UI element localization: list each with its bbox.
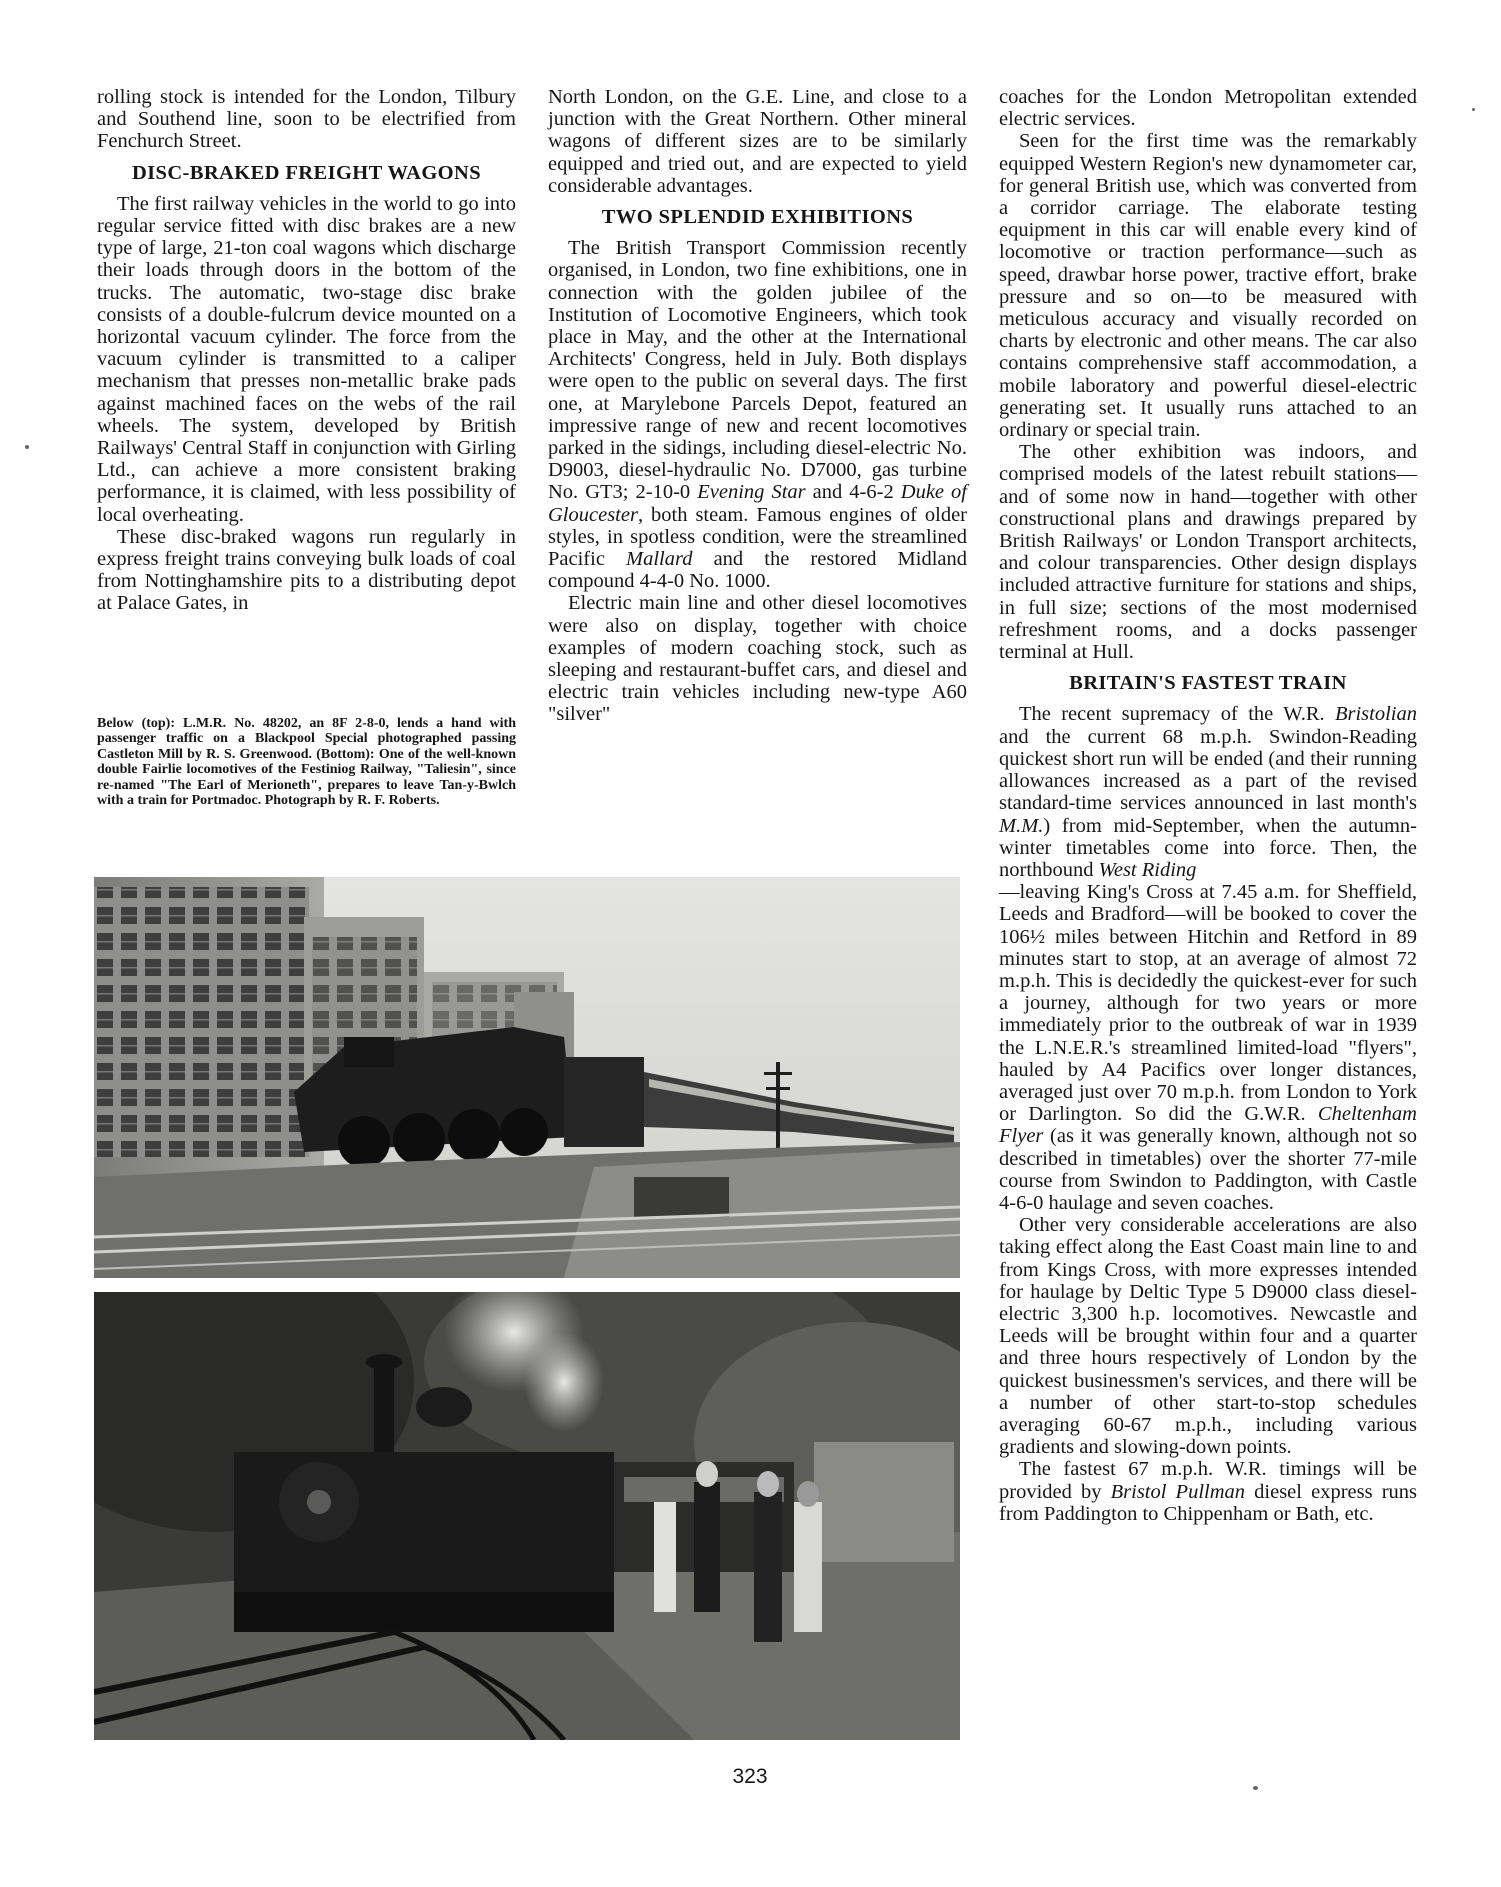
italic-text: Bristol Pullman bbox=[1110, 1480, 1246, 1503]
text-run: The fastest 67 m.p.h. W.R. timings will be provided by bbox=[999, 1458, 1417, 1503]
section-heading: DISC-BRAKED FREIGHT WAGONS bbox=[131, 161, 482, 184]
scan-speck bbox=[25, 445, 29, 449]
paragraph: Seen for the first time was the remarkably equipped Western Region's new dynamometer car, for general British use, which was converted from a corridor carriage. The elaborate testing equipment in this car will enable every kind of locomotive or traction performance—such as speed, drawbar horse power, tractive effort, brake pressure and so on—to be measured with meticulous accuracy and visually recorded on charts by electronic and other means. The car also contains comprehensive staff accommodation, a mobile laboratory and powerful diesel-electric generating set. It usually runs attached to an ordinary or special train. bbox=[999, 130, 1417, 442]
text-run: and 4-6-2 bbox=[812, 481, 894, 504]
text-run: and the current 68 m.p.h. Swindon-Reading quickest short run will be ended (and their running allowances increased as a part of the revised standard-time services announced in last month's bbox=[999, 725, 1417, 815]
section-heading: TWO SPLENDID EXHIBITIONS bbox=[601, 206, 914, 229]
italic-text: M.M. bbox=[999, 814, 1044, 837]
text-run: , both steam. Famous engines of older styles, in spotless condition, were the streamlined Pacific bbox=[548, 503, 967, 571]
text-run: The recent supremacy of the W.R. bbox=[1019, 703, 1325, 726]
text-run: diesel express runs from Paddington to Chippenham or Bath, etc. bbox=[999, 1480, 1417, 1525]
photo-steam-locomotive-mill bbox=[94, 877, 960, 1278]
paragraph bbox=[999, 1458, 1417, 1525]
italic-text: Mallard bbox=[626, 548, 693, 571]
italic-text: Evening Star bbox=[697, 481, 806, 504]
paragraph: The other exhibition was indoors, and comprised models of the latest rebuilt stations—and of some now in hand—together with other constructional plans and drawings prepared by British Railways' or London Transport architects, and colour transparencies. Other design displays included attractive furniture for stations and ships, in full size; sections of the most modernised refreshment rooms, and a docks passenger terminal at Hull. bbox=[999, 441, 1417, 664]
photo-image bbox=[94, 877, 960, 1278]
paragraph: These disc-braked wagons run regularly in express freight trains conveying bulk loads of coal from Nottinghamshire pits to a distributing depot at Palace Gates, in bbox=[97, 525, 516, 615]
paragraph: coaches for the London Metropolitan extended electric services. bbox=[999, 86, 1417, 131]
scan-speck bbox=[1253, 1786, 1258, 1790]
text-run: —leaving King's Cross at 7.45 a.m. for Sheffield, Leeds and Bradford—will be booked to cover the 106½ miles between Hitchin and Retford in 89 minutes start to stop, at an average of almost 72 m.p.h. This is decidedly the quickest-ever for such a journey, although for two years or more immediately prior to the outbreak of war in 1939 the L.N.E.R.'s streamlined limited-load "flyers", hauled by A4 Pacifics over longer distances, averaged just over 70 m.p.h. from London to York or Darlington. So did the G.W.R. bbox=[999, 881, 1417, 1126]
italic-text: Bristolian bbox=[1334, 703, 1417, 726]
paragraph: North London, on the G.E. Line, and close to a junction with the Great Northern. Other mineral wagons of different sizes are to be similarly equipped and tried out, and are expected to yield considerable advantages. bbox=[548, 86, 967, 197]
paragraph bbox=[548, 237, 967, 592]
text-run: (as it was generally known, although not so described in timetables) over the shorter 77-mile course from Swindon to Paddington, with Castle 4-6-0 haulage and seven coaches. bbox=[999, 1125, 1417, 1214]
italic-text: Duke of Gloucester bbox=[548, 481, 968, 526]
text-run: The British Transport Commission recently organised, in London, two fine exhibitions, one in connection with the golden jubilee of the Institution of Locomotive Engineers, which took place in May, and the other at the International Architects' Congress, held in July. Both displays were open to the public on several days. The first one, at Marylebone Parcels Depot, featured an impressive range of new and recent locomotives parked in the sidings, including diesel-electric No. D9003, diesel-hydraulic No. D7000, gas turbine No. GT3; 2-10-0 bbox=[548, 237, 967, 504]
section-heading: BRITAIN'S FASTEST TRAIN bbox=[1069, 672, 1347, 695]
paragraph: Electric main line and other diesel locomotives were also on display, together with choice examples of modern coaching stock, such as sleeping and restaurant-buffet cars, and diesel and electric train vehicles including new-type A60 "silver" bbox=[548, 592, 967, 726]
column-3 bbox=[999, 86, 1417, 1525]
text-run: ) from mid-September, when the autumn-winter timetables come into force. Then, the northbound bbox=[999, 814, 1417, 881]
column-2 bbox=[548, 86, 967, 726]
photo-image bbox=[94, 1292, 960, 1740]
italic-text: West Riding bbox=[1098, 858, 1197, 881]
italic-text: Cheltenham Flyer bbox=[999, 1103, 1417, 1148]
scan-speck bbox=[1472, 108, 1475, 111]
photo-fairlie-locomotive bbox=[94, 1292, 960, 1740]
paragraph bbox=[999, 703, 1417, 1214]
page-number: 323 bbox=[732, 1765, 768, 1788]
photo-caption: Below (top): L.M.R. No. 48202, an 8F 2-8-0, lends a hand with passenger traffic on a Blackpool Special photographed passing Castleton Mill by R. S. Greenwood. (Bottom): One of the well-known double Fairlie locomotives of the Festiniog Railway, "Taliesin", since re-named "The Earl of Merioneth", prepares to leave Tan-y-Bwlch with a train for Portmadoc. Photograph by R. F. Roberts. bbox=[97, 716, 516, 809]
paragraph: Other very considerable accelerations are also taking effect along the East Coast main line to and from Kings Cross, with more expresses intended for haulage by Deltic Type 5 D9000 class diesel-electric 3,300 h.p. locomotives. Newcastle and Leeds will be brought within four and a quarter and three hours respectively of London by the quickest businessmen's services, and there will be a number of other start-to-stop schedules averaging 60-67 m.p.h., including various gradients and slowing-down points. bbox=[999, 1214, 1417, 1459]
text-run: and the restored Midland compound 4-4-0 No. 1000. bbox=[548, 548, 968, 593]
paragraph: The first railway vehicles in the world to go into regular service fitted with disc brakes are a new type of large, 21-ton coal wagons which discharge their loads through doors in the bottom of the trucks. The automatic, two-stage disc brake consists of a double-fulcrum device mounted on a horizontal vacuum cylinder. The force from the vacuum cylinder is transmitted to a caliper mechanism that presses non-metallic brake pads against machined faces on the webs of the rail wheels. The system, developed by British Railways' Central Staff in conjunction with Girling Ltd., can achieve a more consistent braking performance, it is claimed, with less possibility of local overheating. bbox=[97, 192, 516, 526]
paragraph: rolling stock is intended for the London, Tilbury and Southend line, soon to be electrified from Fenchurch Street. bbox=[97, 86, 516, 153]
column-1 bbox=[97, 86, 516, 615]
